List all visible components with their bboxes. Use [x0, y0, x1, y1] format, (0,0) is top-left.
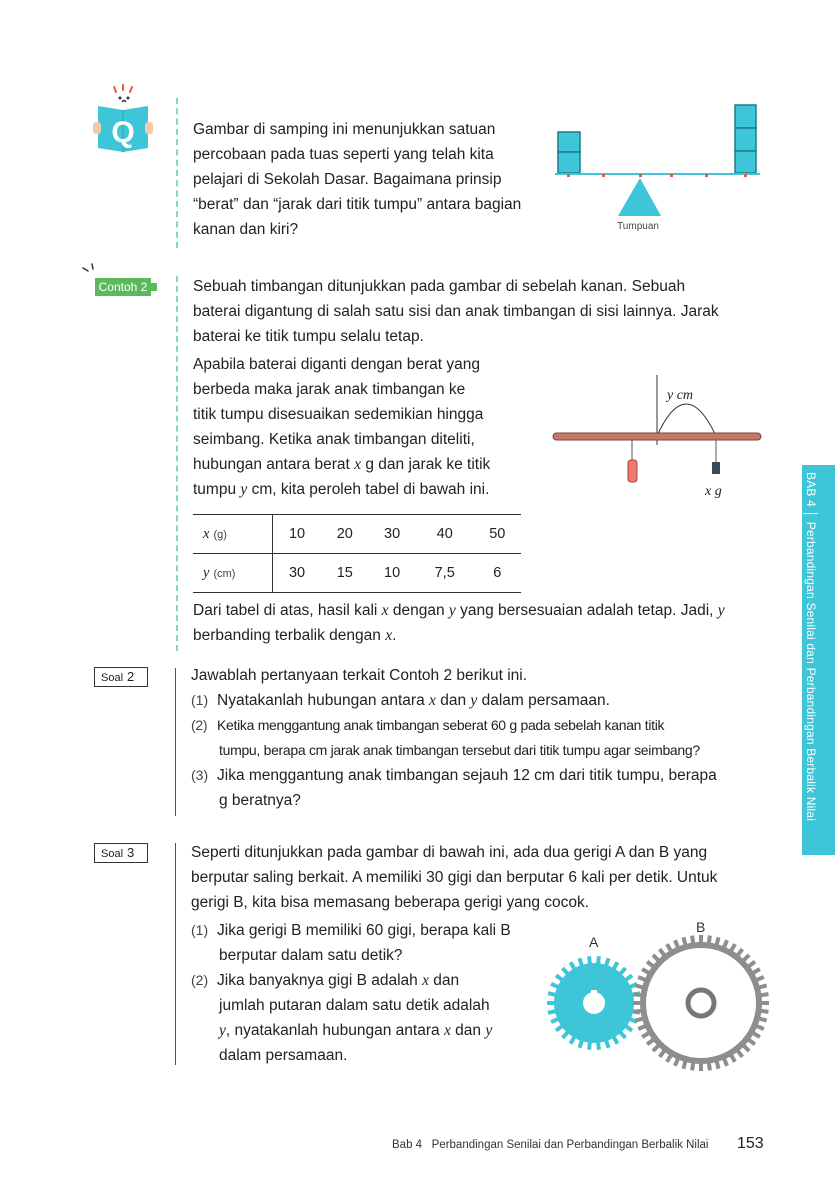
text-run: Jika gerigi B memiliki 60 gigi, berapa kali B — [217, 922, 511, 939]
contoh-paragraph-2 — [193, 352, 533, 502]
variable-x: x — [381, 602, 389, 619]
question-number: (2) — [191, 717, 208, 733]
soal-3-divider — [175, 843, 176, 1065]
question-line — [191, 738, 781, 763]
gears-figure — [540, 935, 775, 1080]
text-run: dan — [428, 972, 460, 989]
question-line — [191, 788, 781, 813]
question-line — [191, 943, 541, 968]
question-line — [191, 1043, 541, 1068]
text-run: berbanding terbalik dengan — [193, 627, 386, 644]
table-cell: 15 — [336, 565, 353, 581]
soal-tag-label: Soal — [101, 848, 124, 860]
contoh-para1-line: baterai ke titik tumpu selalu tetap. — [193, 328, 424, 345]
soal-tag-number: 3 — [127, 845, 135, 860]
table-header-cell — [193, 515, 273, 554]
text-run: g beratnya? — [219, 792, 301, 809]
q-icon — [92, 84, 158, 154]
variable-y: y — [219, 1022, 226, 1039]
question-line — [191, 713, 781, 738]
page-number: 153 — [737, 1135, 764, 1152]
text-run: dan — [450, 1022, 486, 1039]
text-run: jumlah putaran dalam satu detik adalah — [219, 997, 490, 1014]
soal-2-question-3 — [191, 763, 781, 813]
soal-3-intro-line: gerigi B, kita bisa memasang beberapa gerigi yang cocok. — [191, 894, 590, 911]
text-run: g dan jarak ke titik — [361, 456, 491, 473]
variable-y: y — [203, 564, 210, 581]
figure-y-label: y cm — [667, 388, 694, 403]
text-run: dengan — [388, 602, 449, 619]
figure-y-cm-label — [667, 386, 693, 404]
contoh-para1-line: Sebuah timbangan ditunjukkan pada gambar di sebelah kanan. Sebuah — [193, 278, 686, 295]
contoh-para2-line — [193, 452, 533, 477]
soal-3-intro-line: Seperti ditunjukkan pada gambar di bawah ini, ada dua gerigi A dan B yang — [191, 844, 708, 861]
text-run: tumpu, berapa cm jarak anak timbangan tersebut dari titik tumpu agar seimbang? — [219, 742, 700, 758]
table-cell: 20 — [336, 526, 353, 542]
table-cell: 10 — [288, 526, 306, 542]
unit-label: (cm) — [213, 567, 236, 580]
lever-battery-figure — [550, 370, 765, 500]
table-cell: 7,5 — [434, 565, 455, 581]
q-intro-line: kanan dan kiri? — [193, 221, 299, 238]
variable-x: x — [203, 525, 210, 542]
text-run: dalam persamaan. — [477, 692, 610, 709]
variable-y: y — [240, 481, 248, 498]
text-run: cm, kita peroleh tabel di bawah ini. — [247, 481, 490, 498]
soal-3-question-1 — [191, 918, 541, 968]
table-cell: 40 — [436, 526, 453, 542]
data-table — [193, 514, 521, 593]
question-line — [191, 993, 541, 1018]
soal-2-divider — [175, 668, 176, 816]
soal-2-content — [191, 663, 781, 813]
contoh-para1-line: baterai digantung di salah satu sisi dan anak timbangan di sisi lainnya. Jarak — [193, 303, 719, 320]
variable-x: x — [429, 692, 436, 709]
q-intro-line: “berat” dan “jarak dari titik tumpu” antara bagian — [193, 196, 522, 213]
soal-3-question-2 — [191, 968, 541, 1068]
figure-x-g-label — [705, 482, 722, 500]
conclusion-line — [193, 598, 773, 623]
fulcrum-label: Tumpuan — [617, 221, 659, 232]
contoh-badge-label: Contoh 2 — [98, 280, 148, 294]
text-run: , nyatakanlah hubungan antara — [225, 1022, 444, 1039]
gear-b-label: B — [696, 919, 706, 935]
q-intro-line: pelajari di Sekolah Dasar. Bagaimana prinsip — [193, 171, 502, 188]
text-run: Jika menggantung anak timbangan sejauh 12 cm dari titik tumpu, berapa — [217, 767, 717, 784]
table-row — [193, 515, 521, 554]
contoh-badge-tip — [151, 283, 157, 291]
q-intro-text — [193, 117, 563, 242]
contoh-para2-line: seimbang. Ketika anak timbangan diteliti, — [193, 431, 475, 448]
question-number: (3) — [191, 767, 209, 783]
conclusion-line — [193, 623, 773, 648]
variable-x: x — [443, 1022, 451, 1039]
soal-2-intro: Jawablah pertanyaan terkait Contoh 2 berikut ini. — [191, 667, 528, 684]
q-dashed-divider — [176, 98, 178, 248]
variable-x: x — [385, 627, 393, 644]
gear-a-label: A — [589, 934, 599, 950]
question-line — [191, 763, 781, 788]
table-cell: 30 — [288, 565, 306, 581]
variable-x: x — [422, 972, 429, 989]
table-cell: 50 — [489, 526, 506, 542]
table-header-cell — [193, 554, 273, 593]
soal-3-intro-line: berputar saling berkait. A memiliki 30 gigi dan berputar 6 kali per detik. Untuk — [191, 869, 718, 886]
table-cell: 6 — [493, 565, 502, 581]
variable-x: x — [354, 456, 362, 473]
soal-3-tag — [94, 843, 148, 863]
contoh-para2-line: berbeda maka jarak anak timbangan ke — [193, 381, 466, 398]
question-line — [191, 968, 541, 993]
text-run: Ketika menggantung anak timbangan seberat 60 g pada sebelah kanan titik — [217, 717, 665, 733]
question-number: (1) — [191, 692, 209, 708]
variable-y: y — [485, 1022, 493, 1039]
text-run: Nyatakanlah hubungan antara — [217, 692, 429, 709]
soal-tag-label: Soal — [101, 672, 124, 684]
text-run: Dari tabel di atas, hasil kali — [193, 602, 382, 619]
svg-text:Q: Q — [111, 116, 135, 149]
text-run: berputar dalam satu detik? — [219, 947, 403, 964]
soal-2-question-2 — [191, 713, 781, 763]
soal-2-question-1 — [191, 688, 781, 713]
unit-label: (g) — [213, 528, 227, 541]
variable-y: y — [448, 602, 456, 619]
soal-3-intro — [191, 840, 781, 915]
contoh-para2-line — [193, 477, 533, 502]
contoh-conclusion — [193, 598, 773, 648]
soal-2-tag — [94, 667, 148, 687]
soal-tag-number: 2 — [127, 669, 135, 684]
figure-x-label: x g — [705, 484, 722, 499]
question-line — [191, 918, 541, 943]
chapter-side-tab-label: BAB 4 │ Perbandingan Senilai dan Perbandingan Berbalik Nilai — [804, 472, 818, 822]
balance-lever-figure — [555, 100, 770, 240]
contoh-dashed-divider — [176, 276, 178, 651]
text-run: . — [392, 627, 397, 644]
table-row — [193, 554, 521, 593]
contoh-paragraph-1 — [193, 274, 773, 349]
contoh-para2-line: Apabila baterai diganti dengan berat yang — [193, 356, 480, 373]
footer-chapter-title: Bab 4 Perbandingan Senilai dan Perbandingan Berbalik Nilai — [392, 1139, 709, 1151]
text-run: Jika banyaknya gigi B adalah — [217, 972, 423, 989]
table-cell: 30 — [384, 526, 401, 542]
text-run: dalam persamaan. — [219, 1047, 348, 1064]
text-run: yang bersesuaian adalah tetap. Jadi, — [455, 602, 718, 619]
soal-3-questions — [191, 918, 541, 1068]
text-run: tumpu — [193, 481, 241, 498]
question-number: (2) — [191, 972, 209, 988]
text-run: hubungan antara berat — [193, 456, 355, 473]
q-intro-line: Gambar di samping ini menunjukkan satuan — [193, 121, 496, 138]
variable-y: y — [470, 692, 478, 709]
variable-y: y — [717, 602, 725, 619]
question-number: (1) — [191, 922, 209, 938]
q-intro-line: percobaan pada tuas seperti yang telah kita — [193, 146, 494, 163]
text-run: dan — [435, 692, 471, 709]
contoh-badge — [95, 278, 151, 296]
table-cell: 10 — [384, 565, 401, 581]
question-line — [191, 1018, 541, 1043]
contoh-marker-icon — [80, 262, 100, 278]
contoh-para2-line: titik tumpu disesuaikan sedemikian hingga — [193, 406, 484, 423]
